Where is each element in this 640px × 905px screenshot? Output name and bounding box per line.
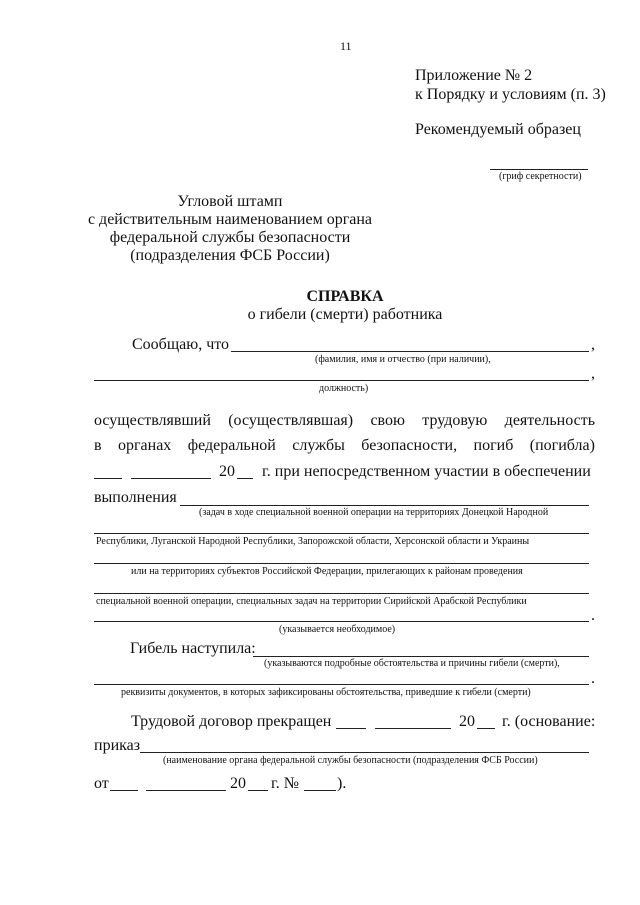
task-caption-2: Республики, Луганской Народной Республики, Запорожской области, Херсонской области и Украины bbox=[96, 536, 530, 547]
task-caption-5: (указывается необходимое) bbox=[279, 624, 396, 635]
fio-field-line[interactable] bbox=[231, 351, 589, 352]
execution-field-line[interactable] bbox=[180, 505, 589, 506]
report-label: Сообщаю, что bbox=[132, 336, 230, 353]
year-prefix: 20 bbox=[219, 463, 235, 480]
death-docs-field-line[interactable] bbox=[94, 684, 589, 685]
paragraph-line-2 bbox=[94, 438, 595, 454]
order-caption: (наименование органа федеральной службы безопасности (подразделения ФСБ России) bbox=[163, 755, 538, 766]
document-subtitle: о гибели (смерти) работника bbox=[247, 306, 443, 323]
recommended-sample: Рекомендуемый образец bbox=[415, 121, 581, 138]
word: федеральной bbox=[187, 437, 276, 454]
secrecy-line bbox=[490, 169, 588, 170]
task-caption-4: специальной военной операции, специальных задач на территории Сирийской Арабской Республики bbox=[96, 596, 527, 607]
task-field-line-4[interactable] bbox=[94, 593, 589, 594]
word: безопасности, bbox=[361, 437, 458, 454]
paragraph-line-1 bbox=[94, 413, 595, 429]
position-comma: , bbox=[591, 365, 595, 382]
appendix-title: Приложение № 2 bbox=[415, 67, 533, 84]
order-closing: ). bbox=[337, 775, 347, 792]
task-field-line-5[interactable] bbox=[94, 621, 589, 622]
death-docs-caption: реквизиты документов, в которых зафиксированы обстоятельства, приведшие к гибели (смерти) bbox=[121, 687, 531, 698]
order-number-line[interactable] bbox=[304, 790, 336, 791]
word: осуществлявший bbox=[94, 412, 211, 429]
from-label: от bbox=[94, 775, 109, 792]
word: органах bbox=[117, 437, 172, 454]
word: свою bbox=[370, 412, 405, 429]
fio-comma: , bbox=[591, 336, 595, 353]
contract-basis: г. (основание: bbox=[502, 713, 596, 730]
contract-day-line[interactable] bbox=[336, 728, 366, 729]
contract-text: Трудовой договор прекращен bbox=[131, 713, 332, 730]
contract-year-prefix: 20 bbox=[459, 713, 475, 730]
order-field-line[interactable] bbox=[140, 752, 589, 753]
fio-caption: (фамилия, имя и отчество (при наличии), bbox=[315, 354, 491, 365]
day-field-line[interactable] bbox=[94, 478, 122, 479]
word: погиб bbox=[473, 437, 514, 454]
order-day-line[interactable] bbox=[110, 790, 138, 791]
appendix-reference: к Порядку и условиям (п. 3) bbox=[415, 86, 606, 103]
contract-year-line[interactable] bbox=[477, 728, 495, 729]
death-label: Гибель наступила: bbox=[130, 640, 256, 657]
stamp-line-3: федеральной службы безопасности bbox=[109, 229, 351, 246]
death-caption: (указываются подробные обстоятельства и причины гибели (смерти), bbox=[264, 658, 560, 669]
task-period: . bbox=[591, 607, 595, 624]
word: (осуществлявшая) bbox=[228, 412, 354, 429]
order-year-prefix: 20 bbox=[230, 775, 246, 792]
stamp-line-1: Угловой штамп bbox=[177, 193, 283, 210]
word: в bbox=[94, 437, 102, 454]
task-caption-1: (задач в ходе специальной военной операции на территориях Донецкой Народной bbox=[199, 507, 549, 518]
death-field-line[interactable] bbox=[253, 656, 589, 657]
death-docs-period: . bbox=[591, 670, 595, 687]
year-field-line[interactable] bbox=[237, 478, 253, 479]
order-month-line[interactable] bbox=[146, 790, 226, 791]
page-number: 11 bbox=[340, 39, 352, 53]
position-field-line[interactable] bbox=[94, 380, 589, 381]
document-title: СПРАВКА bbox=[306, 288, 384, 305]
task-field-line-2[interactable] bbox=[94, 533, 589, 534]
stamp-line-4: (подразделения ФСБ России) bbox=[130, 247, 330, 264]
participation-text: г. при непосредственном участии в обеспечении bbox=[262, 463, 591, 480]
execution-label: выполнения bbox=[94, 489, 177, 506]
word: деятельность bbox=[504, 412, 595, 429]
word: службы bbox=[292, 437, 345, 454]
secrecy-caption: (гриф секретности) bbox=[499, 171, 582, 182]
word: (погибла) bbox=[529, 437, 595, 454]
month-field-line[interactable] bbox=[131, 478, 211, 479]
contract-month-line[interactable] bbox=[375, 728, 451, 729]
stamp-line-2: с действительным наименованием органа bbox=[87, 211, 373, 228]
word: трудовую bbox=[422, 412, 488, 429]
order-year-line[interactable] bbox=[248, 790, 268, 791]
task-field-line-3[interactable] bbox=[94, 563, 589, 564]
task-caption-3: или на территориях субъектов Российской Федерации, прилегающих к районам проведения bbox=[131, 566, 523, 577]
order-label: приказ bbox=[94, 737, 141, 754]
order-number-label: г. № bbox=[271, 775, 300, 792]
position-caption: должность) bbox=[319, 383, 369, 394]
